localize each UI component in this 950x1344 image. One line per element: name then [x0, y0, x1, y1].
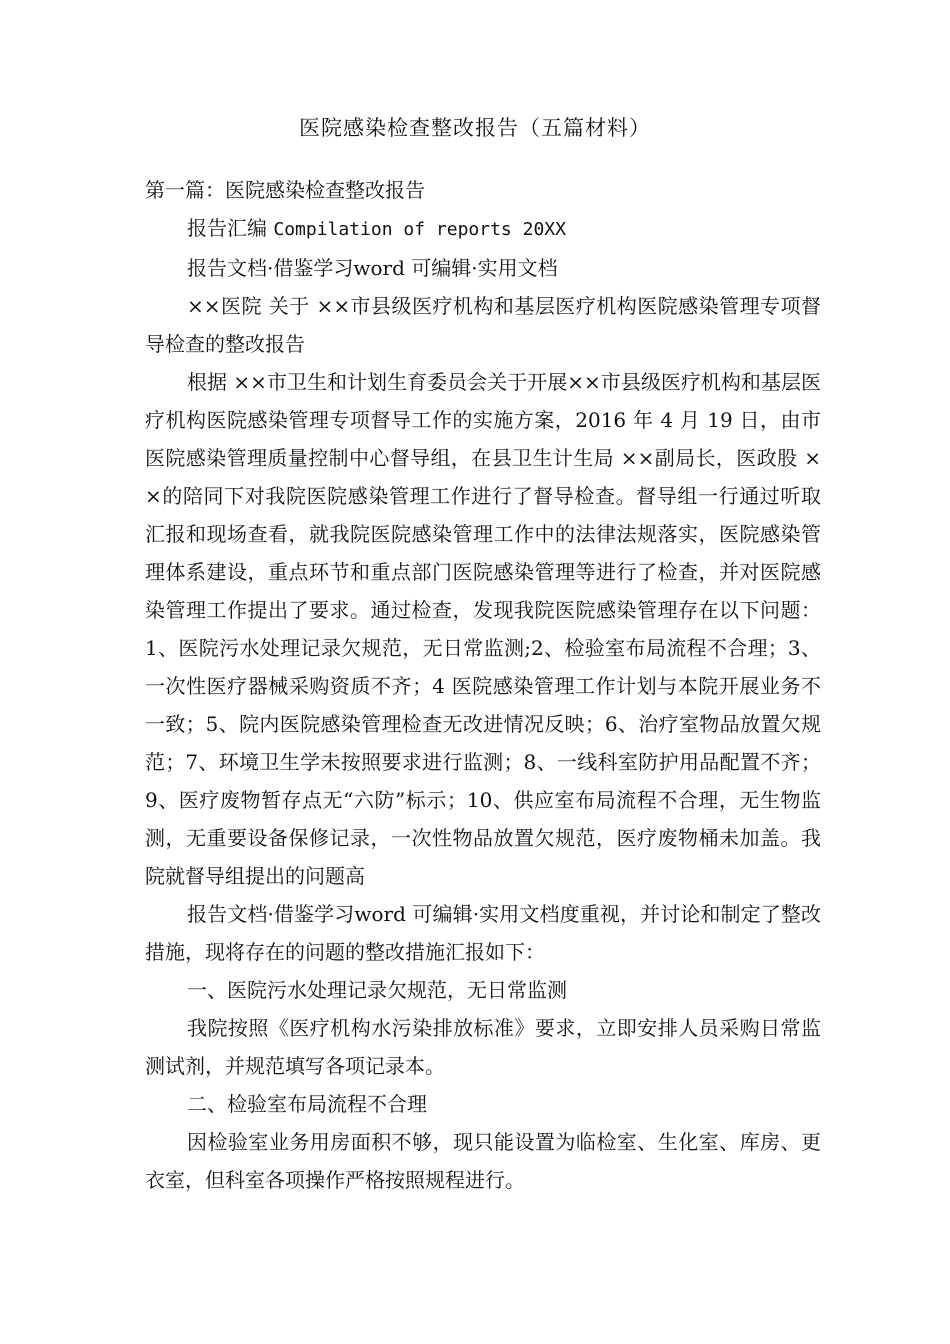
continuation-paragraph: 报告文档·借鉴学习word 可编辑·实用文档度重视，并讨论和制定了整改措施，现将存在的问题的整改措施汇报如下：: [145, 902, 821, 964]
report-subject: ××医院 关于 ××市县级医疗机构和基层医疗机构医院感染管理专项督导检查的整改报告: [145, 294, 821, 356]
section-1-heading: 一、医院污水处理记录欠规范，无日常监测: [187, 978, 567, 1002]
section-2-body: 因检验室业务用房面积不够，现只能设置为临检室、生化室、库房、更衣室，但科室各项操作严格按照规程进行。: [145, 1130, 821, 1192]
main-paragraph: 根据 ××市卫生和计划生育委员会关于开展××市县级医疗机构和基层医疗机构医院感染管理专项督导工作的实施方案，2016 年 4 月 19 日，由市医院感染管理质量控制中心督导组，在县卫生计生局 ××副局长，医政股 ××的陪同下对我院医院感染管理工作进行了督导检查。督导组一行通过听取汇报和现场查看，就我院医院感染管理工作中的法律法规落实，医院感染管理体系建设，重点环节和重点部门医院感染管理等进行了检查，并对医院感染管理工作提出了要求。通过检查，发现我院医院感染管理存在以下问题：1、医院污水处理记录欠规范，无日常监测;2、检验室布局流程不合理；3、一次性医疗器械采购资质不齐；4 医院感染管理工作计划与本院开展业务不一致；5、院内医院感染管理检查无改进情况反映；6、治疗室物品放置欠规范；7、环境卫生学未按照要求进行监测；8、一线科室防护用品配置不齐；9、医疗废物暂存点无“六防”标示；10、供应室布局流程不合理，无生物监测，无重要设备保修记录，一次性物品放置欠规范，医疗废物桶未加盖。我院就督导组提出的问题高: [145, 370, 821, 888]
section-2-heading: 二、检验室布局流程不合理: [187, 1092, 427, 1116]
chapter-heading: 第一篇：医院感染检查整改报告: [145, 178, 425, 202]
compilation-english: Compilation of reports 20XX: [273, 219, 566, 240]
document-body: [145, 171, 821, 1199]
section-1-body: 我院按照《医疗机构水污染排放标准》要求，立即安排人员采购日常监测试剂，并规范填写各项记录本。: [145, 1016, 821, 1078]
watermark-line: 报告文档·借鉴学习word 可编辑·实用文档: [187, 256, 558, 280]
compilation-line: [145, 209, 821, 249]
compilation-label: 报告汇编: [187, 216, 267, 240]
document-title: 医院感染检查整改报告（五篇材料）: [299, 116, 651, 140]
